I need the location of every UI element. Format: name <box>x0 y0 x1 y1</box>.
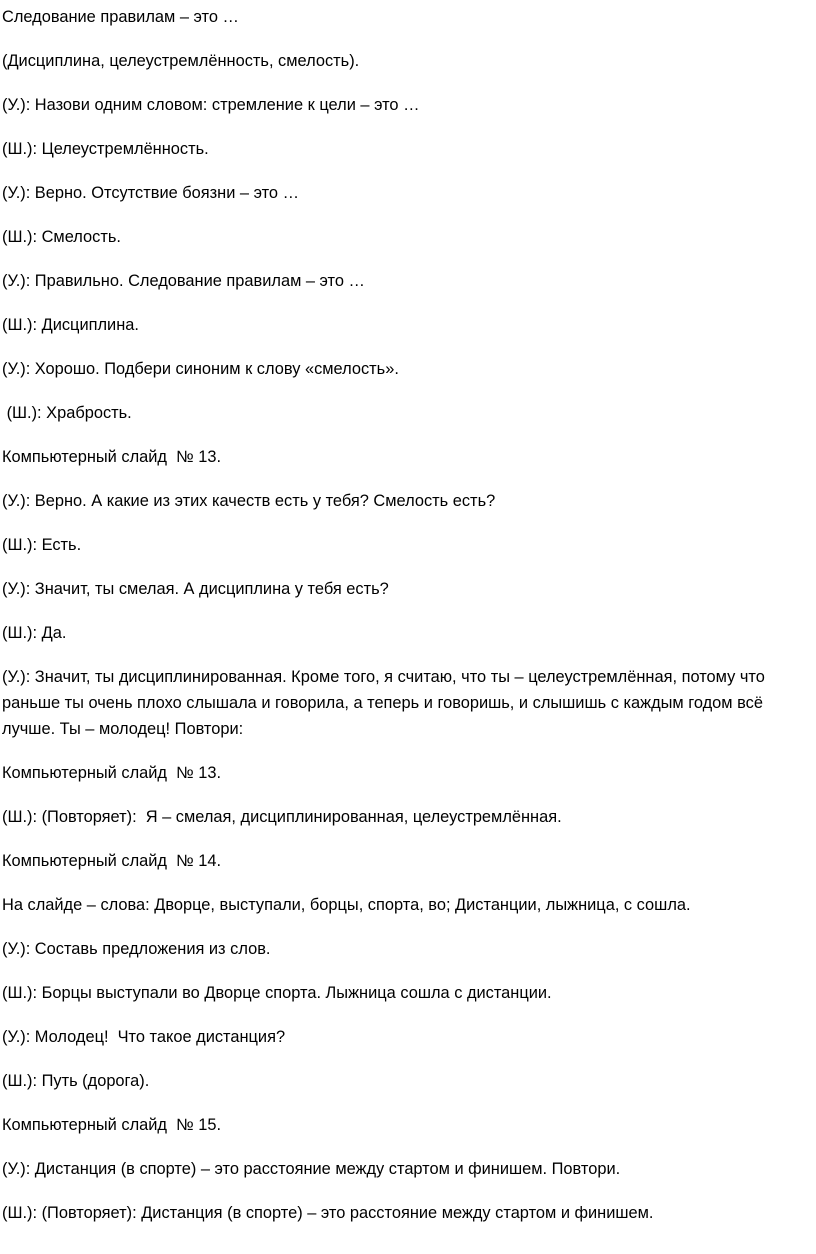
paragraph: (Ш.): Дисциплина. <box>2 316 139 334</box>
slide-reference: Компьютерный слайд № 13. <box>2 764 222 782</box>
paragraph: (Ш.): Смелость. <box>2 228 121 246</box>
paragraph: Следование правилам – это … <box>2 8 239 26</box>
paragraph: (У.): Дистанция (в спорте) – это расстояние между стартом и финишем. Повтори. <box>2 1160 621 1178</box>
paragraph: (У.): Верно. Отсутствие боязни – это … <box>2 184 299 202</box>
slide-reference: Компьютерный слайд № 13. <box>2 448 222 466</box>
paragraph: (Ш.): Целеустремлённость. <box>2 140 209 158</box>
paragraph: (Ш.): (Повторяет): Я – смелая, дисциплинированная, целеустремлённая. <box>2 808 562 826</box>
paragraph: (У.): Хорошо. Подбери синоним к слову «смелость». <box>2 360 399 378</box>
paragraph: (У.): Назови одним словом: стремление к цели – это … <box>2 96 420 114</box>
paragraph: (Ш.): (Повторяет): Дистанция (в спорте) – это расстояние между стартом и финишем. <box>2 1204 654 1222</box>
paragraph: (У.): Значит, ты смелая. А дисциплина у тебя есть? <box>2 580 389 598</box>
paragraph: (У.): Верно. А какие из этих качеств есть у тебя? Смелость есть? <box>2 492 496 510</box>
paragraph: На слайде – слова: Дворце, выступали, борцы, спорта, во; Дистанции, лыжница, с сошла. <box>2 896 691 914</box>
slide-reference: Компьютерный слайд № 15. <box>2 1116 222 1134</box>
paragraph: (Дисциплина, целеустремлённость, смелость). <box>2 52 360 70</box>
paragraph: (Ш.): Путь (дорога). <box>2 1072 150 1090</box>
paragraph: (Ш.): Борцы выступали во Дворце спорта. Лыжница сошла с дистанции. <box>2 984 552 1002</box>
paragraph: (Ш.): Да. <box>2 624 67 642</box>
paragraph: (Ш.): Есть. <box>2 536 82 554</box>
paragraph: (У.): Правильно. Следование правилам – это … <box>2 272 365 290</box>
paragraph: (У.): Составь предложения из слов. <box>2 940 271 958</box>
paragraph: (Ш.): Храбрость. <box>2 404 132 422</box>
paragraph: (У.): Значит, ты дисциплинированная. Кроме того, я считаю, что ты – целеустремлённая, потому что раньше ты очень плохо слышала и говорила, а теперь и говоришь, и слышишь с каждым годом всё лучше. Ты – молодец! Повтори: <box>2 668 770 738</box>
paragraph: (У.): Молодец! Что такое дистанция? <box>2 1028 286 1046</box>
slide-reference: Компьютерный слайд № 14. <box>2 852 222 870</box>
